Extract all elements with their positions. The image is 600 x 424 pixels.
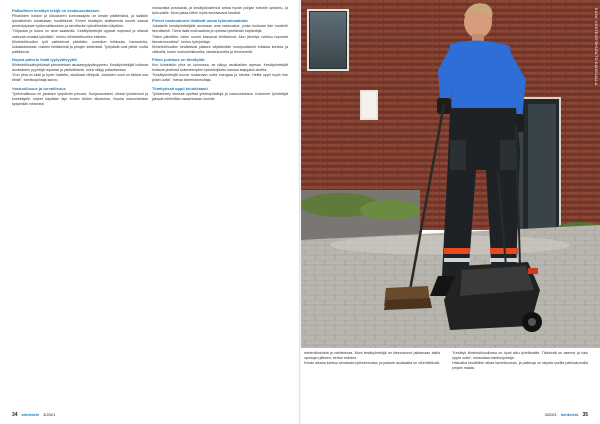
body-paragraph: "Ohjausta ja tukea on aina saatavilla. Kesätyöntekijät oppivat nopeasti ja ottavat vastuuta omasta työstään", kertoo kiinteistöhuollon esimies. — [12, 29, 148, 39]
issue-number: 3/2021 — [544, 412, 557, 417]
right-column-1 — [304, 351, 440, 366]
subheading: Vastuullisuus ja turvallisuus — [12, 85, 66, 91]
body-paragraph: Kiinteistöhuollon työt vaihtelevat päivittäin: nurmikon leikkuuta, haravointia, kukkaistutuksia, roskien keräämistä ja pihojen siistimistä. Työpäivät ovat pitkiä, mutta palkitsevia. — [12, 39, 148, 54]
body-paragraph: Hakuaika kesätöihin alkaa tammikuussa, ja paikkoja on tarjolla useilla paikkakunnilla ympäri maata. — [452, 361, 588, 371]
right-column-2 — [452, 351, 588, 371]
magazine-brand: kiinteistö — [560, 412, 579, 417]
body-paragraph: Pihatöiden hoidon ja ulkoalueen kunnossapito on kesän päätehtävä, ja kaikkiin työvaiheisiin tutustutaan huolellisesti. Ennen kesätyön aloittamista nuoret saavat perehdytyksen työturvallisuuteen ja tarvittavien työvälineiden käyttöön. — [12, 14, 148, 29]
right-folio — [545, 412, 588, 418]
hi-vis-stripe — [444, 248, 470, 254]
body-paragraph: mielenkiintoista ja vaihtelevaa. Moni kesätyöntekijä on kiinnostunut jatkamaan alalla opintojen jälkeen, kertoo esimies. — [304, 351, 440, 361]
body-paragraph: "Kesätyöntekijät tuovat mukanaan uutta energiaa ja ideoita. Heiltä oppii myös itse jotain uutta", toteaa kiinteistönhoitaja. — [152, 73, 288, 83]
feature-photo — [300, 0, 600, 348]
body-paragraph: Kiinteistöhuollon kesätöissä pääsee käyttämään monipuolisesti erilaisia koneita ja välineitä, kuten ruohonleikkureita, lakaisukoneita ja trimmereitä. — [152, 44, 288, 54]
body-paragraph: Työturvallisuus on jokaisen työpäivän perusta. Suojavarusteet, oikeat työasennot ja konekäytön ohjeet käydään läpi ennen töiden alkamista. Nuoria kannustetaan kysymään rohkeasti. — [12, 91, 148, 106]
left-folio — [12, 412, 55, 418]
photo-credit: KUVA: KIINTEISTÖHUOLTO KAIKKIALLA — [594, 8, 598, 86]
body-paragraph: Jokaiselle kesätyöntekijälle annetaan oma vastuualue, jonka hoidosta hän huolehtii itsenäisesti. Tämä lisää motivaatiota ja opettaa työelämän käytäntöjä. — [152, 24, 288, 34]
body-paragraph: mukavasta porukasta, ja kesätyökokemus antaa hyvän pohjan tuleville opiskelu- ja työvuosille. Moni palaa töihin myös seuraavana kesänä. — [152, 6, 288, 16]
subheading: Palkallinen kesätyö tekijä on kesäsuosituksen — [12, 8, 100, 13]
magazine-brand: kiinteistö — [21, 412, 40, 417]
page-number: 34 — [12, 412, 18, 418]
page-number: 35 — [582, 412, 588, 418]
subheading: Pihan puhtaus on tiimityötä — [152, 56, 205, 62]
page-gutter — [299, 0, 301, 424]
body-paragraph: Kiinteistöhuoltoyhtiössä panostetaan asukastyytyväisyyteen. Kesätyöntekijät hoitavat asukkaiden pyyntöjä nopeasti ja ystävällisesti, mikä näkyy palautteessa. — [12, 63, 148, 73]
body-paragraph: "Näen päivittäin, miten nuoret kasvavat tehtäviinsä. Alun jännitys vaihtuu nopeasti itsevarmuudeksi", kertoo työnjohtaja. — [152, 34, 288, 44]
subheading: Nopea palvelu lisää tyytyväisyyttä — [12, 56, 77, 62]
body-paragraph: Työskentely tiimissä opettaa yhteistyötaitoja ja vastuunkantoa. Kokeneet työntekijät jakavat mielellään osaamistaan nuorille. — [152, 91, 288, 101]
left-column-2 — [152, 6, 288, 102]
body-paragraph: "Kun piha on siisti ja hyvin hoidettu, asukkaat viihtyvät. Jokainen nuori on tärkeä osa tiimiä", toimitusjohtaja sanoo. — [12, 73, 148, 83]
body-paragraph: Kesän aikana karttuu arvokasta työkokemusta, ja palaute asukkailta on ollut kiittävää. — [304, 361, 440, 366]
body-paragraph: Kun kiinteistön piha on kunnossa, se näkyy asukkaiden arjessa. Kesätyöntekijät hoitavat yhdessä kokeneempien työntekijöiden kanssa laajojakin alueita. — [152, 63, 288, 73]
subheading: Pienet vastuualueet lisäävät omaa työmotivaatiota — [152, 18, 248, 24]
right-page — [300, 0, 600, 424]
worker-sweeping-photo — [300, 0, 600, 348]
left-column-1 — [12, 6, 148, 107]
subheading: Tiimityössä oppii tehokkaasti — [152, 85, 208, 91]
issue-number: 3/2021 — [43, 412, 56, 417]
body-paragraph: "Kesätyö kiinteistöhuollossa on hyvä alku työelämälle. Tärkeintä on asenne ja halu oppia uutta", muistuttaa toimitusjohtaja. — [452, 351, 588, 361]
